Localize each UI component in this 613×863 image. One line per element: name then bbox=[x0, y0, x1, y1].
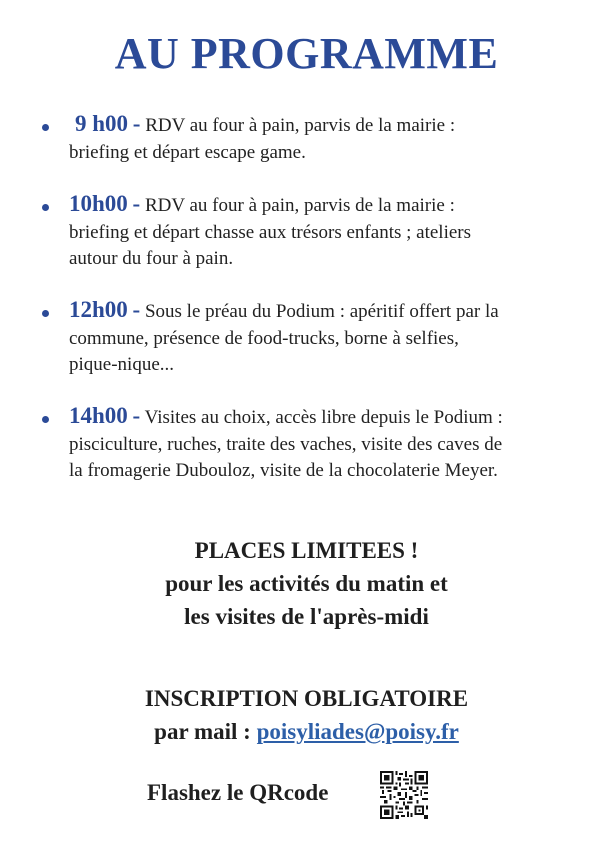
program-text-line: RDV au four à pain, parvis de la mairie : bbox=[145, 115, 456, 136]
program-text-line: autour du four à pain. bbox=[69, 248, 234, 269]
bullet-icon bbox=[42, 416, 49, 423]
bullet-icon bbox=[42, 124, 49, 131]
program-text-line: briefing et départ escape game. bbox=[69, 141, 306, 163]
mail-prefix: par mail : bbox=[154, 719, 251, 744]
email-link[interactable]: poisyliades@poisy.fr bbox=[256, 719, 459, 744]
program-text-line: commune, présence de food-trucks, borne à selfies, bbox=[69, 327, 459, 349]
program-time: 9 h00 bbox=[75, 111, 129, 136]
program-separator: - bbox=[132, 191, 141, 216]
places-limited-block bbox=[0, 534, 613, 633]
program-separator: - bbox=[132, 403, 141, 428]
program-text-line: RDV au four à pain, parvis de la mairie : bbox=[144, 195, 455, 216]
program-text-line: Sous le préau du Podium : apéritif offert par la bbox=[144, 301, 499, 322]
program-text-line: pique-nique... bbox=[69, 354, 175, 375]
program-text-line: pisciculture, ruches, traite des vaches, visite des caves de bbox=[69, 433, 503, 455]
qr-label: Flashez le QRcode bbox=[147, 780, 329, 805]
bullet-icon bbox=[42, 310, 49, 317]
program-separator: - bbox=[132, 297, 141, 322]
inscription-block bbox=[0, 682, 613, 748]
places-limited-line: les visites de l'après-midi bbox=[184, 604, 429, 629]
places-limited-heading: PLACES LIMITEES ! bbox=[194, 538, 419, 563]
qr-code-icon[interactable] bbox=[380, 771, 428, 819]
page-title: AU PROGRAMME bbox=[114, 29, 499, 78]
program-text-line: Visites au choix, accès libre depuis le Podium : bbox=[144, 407, 503, 428]
places-limited-line: pour les activités du matin et bbox=[165, 571, 448, 596]
program-text-line: briefing et départ chasse aux trésors enfants ; ateliers bbox=[69, 221, 472, 243]
bullet-icon bbox=[42, 204, 49, 211]
program-separator: - bbox=[132, 111, 141, 136]
program-time: 10h00 bbox=[69, 191, 128, 216]
inscription-heading: INSCRIPTION OBLIGATOIRE bbox=[144, 686, 469, 711]
program-time: 14h00 bbox=[69, 403, 128, 428]
program-time: 12h00 bbox=[69, 297, 128, 322]
program-text-line: la fromagerie Dubouloz, visite de la chocolaterie Meyer. bbox=[69, 460, 498, 481]
